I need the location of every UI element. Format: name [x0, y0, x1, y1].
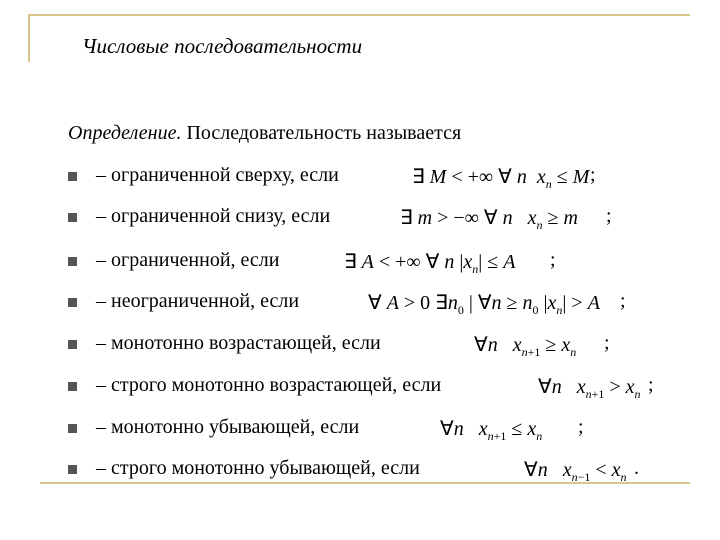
- list-item-text: – неограниченной, если: [96, 290, 300, 312]
- list-item-formula: ∀n $x_{n+1} \ge x_n$: [474, 334, 577, 359]
- list-item-text: – строго монотонно убывающей, если: [96, 457, 420, 479]
- list-item: [68, 249, 668, 279]
- list-item-end: ;: [606, 205, 612, 227]
- title-accent-vertical-line: [28, 14, 30, 62]
- square-bullet-icon: [68, 298, 77, 307]
- list-item-end: ;: [648, 374, 654, 396]
- list-item-formula: ∀n $x_{n-1} < x_n$: [524, 459, 627, 484]
- square-bullet-icon: [68, 257, 77, 266]
- slide-title: Числовые последовательности: [82, 34, 363, 58]
- list-item-end: ;: [620, 290, 626, 312]
- list-item-formula: ∀ A > 0 $\exists n_0$ | ∀n ≥ $n_0$ $|x_n| > A$: [368, 292, 600, 317]
- list-item-formula: ∀n $x_{n+1} \le x_n$: [440, 418, 543, 443]
- list-item-text: – монотонно убывающей, если: [96, 416, 360, 438]
- square-bullet-icon: [68, 382, 77, 391]
- definition-text: Последовательность называется: [186, 122, 462, 144]
- list-item-text: – ограниченной, если: [96, 249, 280, 271]
- title-accent-horizontal-line: [28, 14, 690, 16]
- list-item-formula: ∀n $x_{n+1} > x_n$: [538, 376, 641, 401]
- list-item: [68, 374, 668, 404]
- list-item: [68, 205, 668, 235]
- list-item-end: ;: [604, 332, 610, 354]
- list-item-text: – ограниченной сверху, если: [96, 164, 339, 186]
- list-item-formula: ∃ m > −∞ ∀ n $x_n \ge m$: [400, 207, 578, 232]
- list-item-text: – ограниченной снизу, если: [96, 205, 331, 227]
- definition-line: [68, 122, 461, 145]
- list-item-text: – строго монотонно возрастающей, если: [96, 374, 442, 396]
- list-item-text: – монотонно возрастающей, если: [96, 332, 381, 354]
- list-item: [68, 290, 668, 320]
- square-bullet-icon: [68, 172, 77, 181]
- list-item-end: ;: [578, 416, 584, 438]
- definition-term: Определение.: [68, 122, 182, 144]
- list-item: [68, 457, 668, 487]
- square-bullet-icon: [68, 340, 77, 349]
- square-bullet-icon: [68, 213, 77, 222]
- list-item-formula: ∃ A < +∞ ∀ n $|x_n| \le A$: [344, 251, 516, 276]
- list-item: [68, 416, 668, 446]
- list-item-end: .: [634, 457, 639, 479]
- list-item: [68, 164, 668, 194]
- list-item-formula: ∃ M < +∞ ∀ n $x_n \le M$: [412, 166, 590, 191]
- list-item-end: ;: [590, 164, 596, 186]
- list-item: [68, 332, 668, 362]
- list-item-end: ;: [550, 249, 556, 271]
- square-bullet-icon: [68, 424, 77, 433]
- square-bullet-icon: [68, 465, 77, 474]
